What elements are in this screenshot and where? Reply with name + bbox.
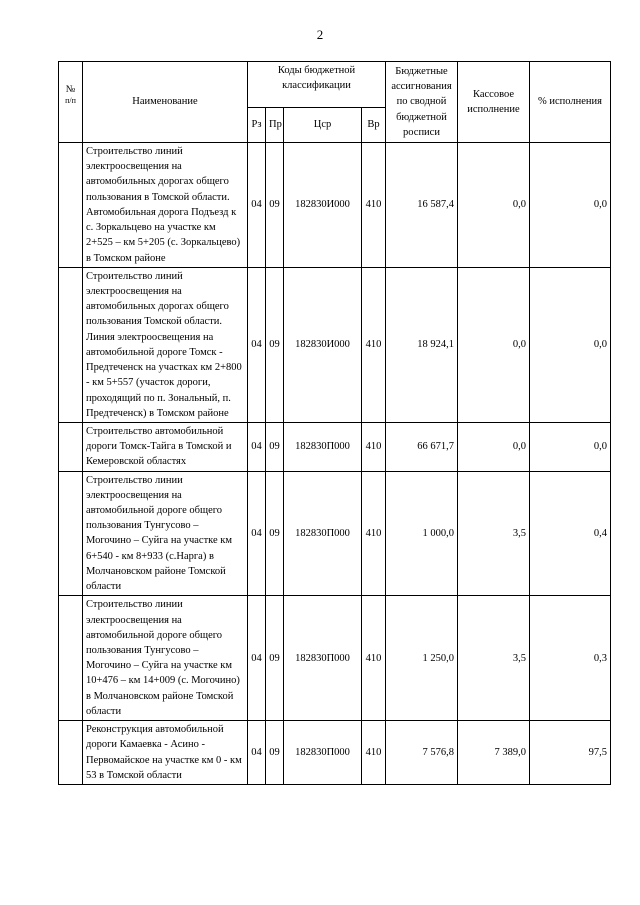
row-rz: 04: [248, 267, 266, 422]
row-pr: 09: [266, 143, 284, 268]
row-percent: 0,0: [530, 143, 611, 268]
row-vr: 410: [362, 267, 386, 422]
row-percent: 0,0: [530, 267, 611, 422]
row-name: Реконструкция автомобильной дороги Камаевка - Асино - Первомайское на участке км 0 - км 53 в Томской области: [83, 721, 248, 785]
row-assignments: 66 671,7: [386, 422, 458, 471]
row-csr: 182830И000: [284, 267, 362, 422]
header-index: [59, 62, 83, 143]
row-csr: 182830П000: [284, 471, 362, 596]
row-csr: 182830П000: [284, 721, 362, 785]
row-index: [59, 422, 83, 471]
row-name: Строительство линии электроосвещения на автомобильной дороге общего пользования Тунгусово – Могочино – Суйга на участке км 6+540 - км 8+933 (с.Нарга) в Молчановском районе Томской области: [83, 471, 248, 596]
header-percent: % исполнения: [530, 62, 611, 143]
header-rz: Рз: [248, 108, 266, 143]
table-row: [59, 267, 611, 422]
row-assignments: 7 576,8: [386, 721, 458, 785]
row-vr: 410: [362, 721, 386, 785]
row-rz: 04: [248, 721, 266, 785]
row-name: Строительство линий электроосвещения на автомобильных дорогах общего пользования Томской области. Линия электроосвещения на автомобильной дороге Томск - Предтеченск на участках км 2+800 - км 5+557 (участок дороги, проходящий по п. Зональный, п. Предтеченск) в Томском районе: [83, 267, 248, 422]
row-assignments: 1 250,0: [386, 596, 458, 721]
row-cash: 0,0: [458, 267, 530, 422]
budget-table: [58, 61, 611, 785]
row-index: [59, 596, 83, 721]
row-cash: 3,5: [458, 471, 530, 596]
table-row: [59, 422, 611, 471]
table-row: [59, 143, 611, 268]
table-row: [59, 721, 611, 785]
row-cash: 0,0: [458, 143, 530, 268]
header-name: Наименование: [83, 62, 248, 143]
header-pr: Пр: [266, 108, 284, 143]
row-pr: 09: [266, 267, 284, 422]
row-percent: 0,3: [530, 596, 611, 721]
row-vr: 410: [362, 596, 386, 721]
row-rz: 04: [248, 143, 266, 268]
row-cash: 0,0: [458, 422, 530, 471]
row-cash: 3,5: [458, 596, 530, 721]
row-csr: 182830И000: [284, 143, 362, 268]
row-pr: 09: [266, 471, 284, 596]
row-name: Строительство линии электроосвещения на автомобильной дороге общего пользования Тунгусово – Могочино – Суйга на участке км 10+476 – км 14+009 (с. Могочино) в Молчановском районе Томской области: [83, 596, 248, 721]
header-codes-group: Коды бюджетной классификации: [248, 62, 386, 108]
row-assignments: 16 587,4: [386, 143, 458, 268]
row-vr: 410: [362, 422, 386, 471]
row-rz: 04: [248, 422, 266, 471]
row-vr: 410: [362, 143, 386, 268]
row-assignments: 18 924,1: [386, 267, 458, 422]
row-percent: 0,4: [530, 471, 611, 596]
row-index: [59, 143, 83, 268]
row-vr: 410: [362, 471, 386, 596]
row-pr: 09: [266, 721, 284, 785]
row-pr: 09: [266, 596, 284, 721]
row-name: Строительство линий электроосвещения на автомобильных дорогах общего пользования в Томской области. Автомобильная дорога Подъезд к с. Зоркальцево на участке км 2+525 – км 5+205 (с. Зоркальцево) в Томском районе: [83, 143, 248, 268]
header-index-sub: п/п: [65, 96, 76, 105]
row-pr: 09: [266, 422, 284, 471]
row-rz: 04: [248, 596, 266, 721]
table-row: [59, 471, 611, 596]
header-vr: Вр: [362, 108, 386, 143]
row-cash: 7 389,0: [458, 721, 530, 785]
header-index-sign: №: [65, 84, 76, 95]
header-csr: Цср: [284, 108, 362, 143]
row-percent: 97,5: [530, 721, 611, 785]
row-csr: 182830П000: [284, 596, 362, 721]
header-cash: Кассовое исполнение: [458, 62, 530, 143]
row-assignments: 1 000,0: [386, 471, 458, 596]
row-rz: 04: [248, 471, 266, 596]
header-assignments: Бюджетные ассигнования по сводной бюджетной росписи: [386, 62, 458, 143]
row-name: Строительство автомобильной дороги Томск-Тайга в Томской и Кемеровской областях: [83, 422, 248, 471]
page-number: 2: [316, 27, 324, 42]
row-csr: 182830П000: [284, 422, 362, 471]
row-index: [59, 721, 83, 785]
row-index: [59, 267, 83, 422]
table-row: [59, 596, 611, 721]
row-percent: 0,0: [530, 422, 611, 471]
row-index: [59, 471, 83, 596]
